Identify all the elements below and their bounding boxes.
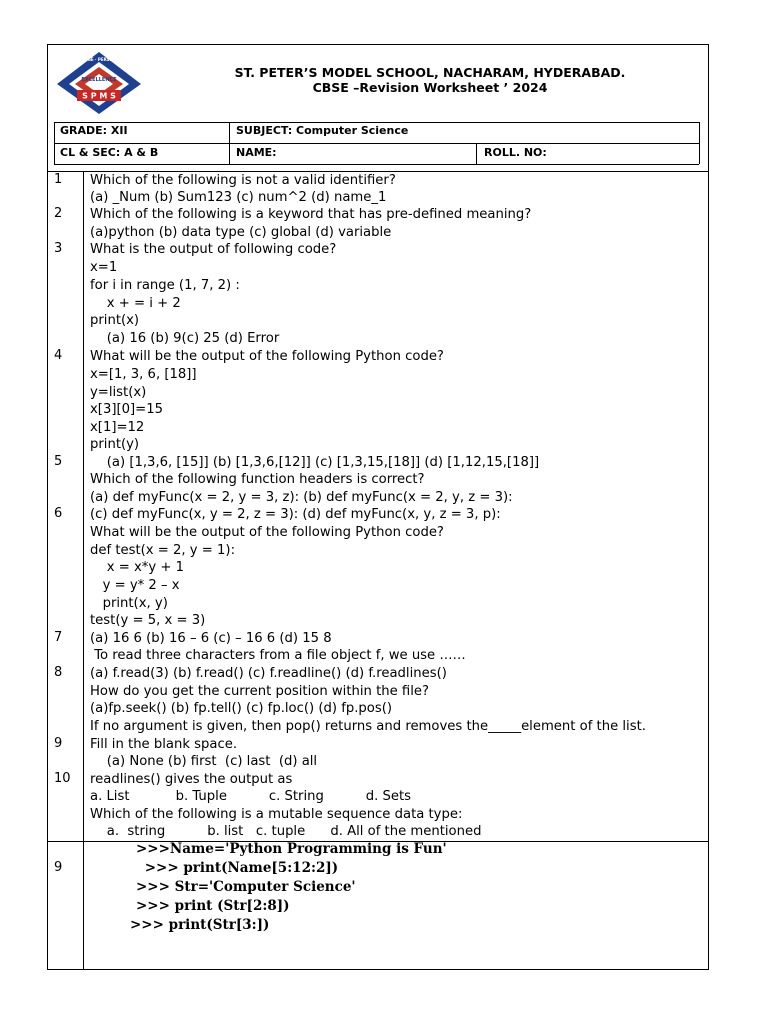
question-number: 4 <box>54 348 63 363</box>
question-line: (a) 16 (b) 9(c) 25 (d) Error <box>90 331 280 346</box>
question-line: (a) [1,3,6, [15]] (b) [1,3,6,[12]] (c) [1,3,15,[18]] (d) [1,12,15,[18]] <box>90 455 540 470</box>
question-line: Fill in the blank space. <box>90 737 238 752</box>
question-line: What will be the output of the following Python code? <box>90 525 444 540</box>
question-line: def test(x = 2, y = 1): <box>90 543 236 558</box>
question-line: x[1]=12 <box>90 420 145 435</box>
outer-bottom-border <box>47 969 709 970</box>
number-column-divider <box>83 171 84 969</box>
question-number: 9 <box>54 860 63 875</box>
school-name: ST. PETER’S MODEL SCHOOL, NACHARAM, HYDERABAD. <box>234 65 626 80</box>
question-number: 9 <box>54 736 63 751</box>
question-line: print(x, y) <box>90 596 168 611</box>
outer-right-border <box>708 44 709 969</box>
info-table-divider-2 <box>476 143 477 164</box>
question-line: print(y) <box>90 437 140 452</box>
question-line: Which of the following is a mutable sequence data type: <box>90 807 463 822</box>
question-line: To read three characters from a file object f, we use …… <box>90 648 466 663</box>
question-line: x + = i + 2 <box>90 296 181 311</box>
question-line: y=list(x) <box>90 385 147 400</box>
question-line: (a)fp.seek() (b) fp.tell() (c) fp.loc() (d) fp.pos() <box>90 701 393 716</box>
question-line: Which of the following function headers is correct? <box>90 472 425 487</box>
question-number: 2 <box>54 206 63 221</box>
grade-label: GRADE: XII <box>60 124 128 137</box>
info-table-left <box>54 122 55 164</box>
question-number: 3 <box>54 241 63 256</box>
question-line: (a) def myFunc(x = 2, y = 3, z): (b) def myFunc(x = 2, y, z = 3): <box>90 490 513 505</box>
question-line: x=1 <box>90 260 118 275</box>
code-line: >>> Str='Computer Science' <box>136 879 356 895</box>
name-field[interactable]: NAME: <box>236 146 277 159</box>
question-line: What is the output of following code? <box>90 242 337 257</box>
question-number: 1 <box>54 172 63 187</box>
logo-ring-text: KNOWLEDGE · PERSEVERANCE <box>64 57 134 62</box>
question-line: (c) def myFunc(x, y = 2, z = 3): (d) def myFunc(x, y, z = 3, p): <box>90 507 501 522</box>
roll-number-field[interactable]: ROLL. NO: <box>484 146 547 159</box>
info-table-divider-1 <box>229 122 230 164</box>
code-line: >>> print(Str[3:]) <box>130 917 270 933</box>
class-section-label: CL & SEC: A & B <box>60 146 159 159</box>
code-line: >>> print (Str[2:8]) <box>136 898 290 914</box>
question-line: x=[1, 3, 6, [18]] <box>90 367 197 382</box>
school-logo <box>55 50 143 116</box>
question-line: (a) _Num (b) Sum123 (c) num^2 (d) name_1 <box>90 190 387 205</box>
question-line: y = y* 2 – x <box>90 578 180 593</box>
question-number: 10 <box>54 771 71 786</box>
question-line: Which of the following is a keyword that has pre-defined meaning? <box>90 207 532 222</box>
worksheet-title: CBSE –Revision Worksheet ’ 2024 <box>312 80 548 95</box>
question-line: Which of the following is not a valid identifier? <box>90 173 396 188</box>
info-table-right <box>699 122 700 164</box>
question-line: a. List b. Tuple c. String d. Sets <box>90 789 412 804</box>
question-number: 7 <box>54 630 63 645</box>
code-line: >>> print(Name[5:12:2]) <box>140 860 339 876</box>
question-line: x = x*y + 1 <box>90 560 185 575</box>
info-table-bottom <box>54 164 699 165</box>
question-line: for i in range (1, 7, 2) : <box>90 278 240 293</box>
subject-label: SUBJECT: Computer Science <box>236 124 409 137</box>
outer-top-border <box>47 44 708 45</box>
logo-banner-text: S P M S <box>82 91 116 101</box>
question-line: a. string b. list c. tuple d. All of the mentioned <box>90 824 482 839</box>
outer-left-border <box>47 44 48 969</box>
question-number: 8 <box>54 665 63 680</box>
question-line: (a) None (b) first (c) last (d) all <box>90 754 318 769</box>
question-line: print(x) <box>90 313 140 328</box>
question-line: test(y = 5, x = 3) <box>90 613 206 628</box>
logo-middle-text: EXCELLENCE <box>81 77 117 83</box>
info-table-middle <box>54 143 699 144</box>
info-table-top <box>54 122 699 123</box>
question-number: 6 <box>54 506 63 521</box>
question-line: readlines() gives the output as <box>90 772 293 787</box>
question-line: If no argument is given, then pop() returns and removes the_____element of the list. <box>90 719 646 734</box>
question-line: (a) f.read(3) (b) f.read() (c) f.readline() (d) f.readlines() <box>90 666 447 681</box>
code-line: >>>Name='Python Programming is Fun' <box>136 841 447 857</box>
question-line: x[3][0]=15 <box>90 402 163 417</box>
question-line: What will be the output of the following Python code? <box>90 349 444 364</box>
question-line: (a) 16 6 (b) 16 – 6 (c) – 16 6 (d) 15 8 <box>90 631 332 646</box>
question-number: 5 <box>54 454 63 469</box>
question-line: (a)python (b) data type (c) global (d) variable <box>90 225 392 240</box>
question-line: How do you get the current position within the file? <box>90 684 429 699</box>
